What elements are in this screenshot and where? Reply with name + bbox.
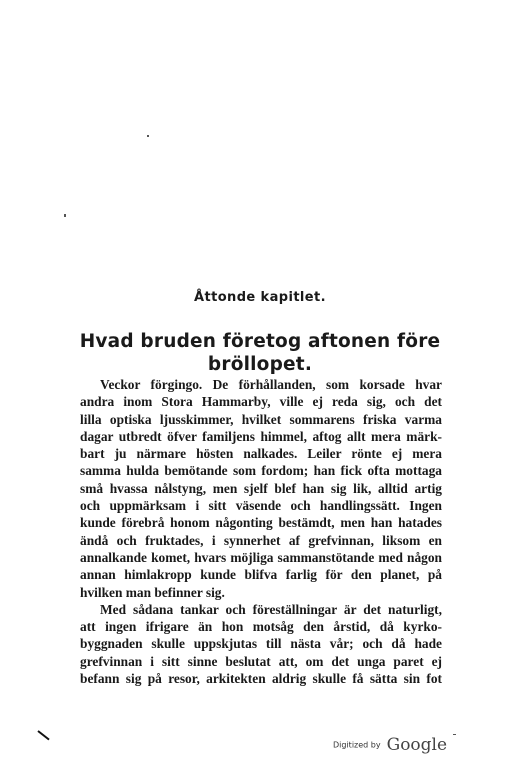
text-line: grefvinnan i sitt sinne beslutat att, om det unga paret ej [80,653,442,669]
chapter-title-line: bröllopet. [207,354,313,375]
chapter-title [60,330,460,376]
text-line: bart ju närmare hösten nalkades. Leiler rönte ej mera [80,446,442,462]
paper-speck [64,214,66,217]
google-logo: Google [386,735,448,755]
text-line: annan himlakropp kunde blifva farlig för den planet, på [80,567,442,583]
text-line: dagar utbredt öfver familjens himmel, aftog allt mera märk- [80,428,442,444]
text-line: byggnaden skulle uppskjutas till nästa vår; och då hade [80,636,442,652]
text-line: Med sådana tankar och föreställningar är det naturligt, [100,601,442,617]
text-line: att ingen ifrigare än hon motsåg den årstid, då kyrko- [80,619,442,635]
digitization-watermark [333,735,447,755]
text-line: små hvassa nålstyng, men sjelf blef han sig lik, alltid artig [80,480,442,496]
text-line: samma hulda bemötande som fordom; han fick ofta mottaga [80,463,442,479]
text-line: kunde förebrå honom någonting bestämdt, men han hatades [80,515,442,531]
text-line: ändå och fruktades, i synnerhet af grefvinnan, liksom en [80,532,442,548]
paper-speck [147,135,149,137]
text-line: lilla optiska ljusskimmer, hvilket sommarens friska varma [80,411,442,427]
paper-speck [453,734,456,735]
digitized-by-label: Digitized by [333,740,381,750]
text-line: andra inom Stora Hammarby, ville ej reda sig, och det [80,394,442,410]
chapter-heading: Åttonde kapitlet. [194,290,326,305]
text-line: och uppmärksam i sitt väsende och handlingssätt. Ingen [80,498,442,514]
text-line: annalkande komet, hvars möjliga sammanstötande med någon [80,549,442,565]
body-text [80,376,442,687]
paper-scratch-mark [37,730,49,740]
text-line: hvilken man befinner sig. [80,584,225,600]
chapter-title-line: Hvad bruden företog aftonen före [79,331,441,352]
text-line: Veckor förgingo. De förhållanden, som korsade hvar [100,377,442,392]
text-line: befann sig på resor, arkitekten aldrig skulle få sätta sin fot [80,671,442,687]
